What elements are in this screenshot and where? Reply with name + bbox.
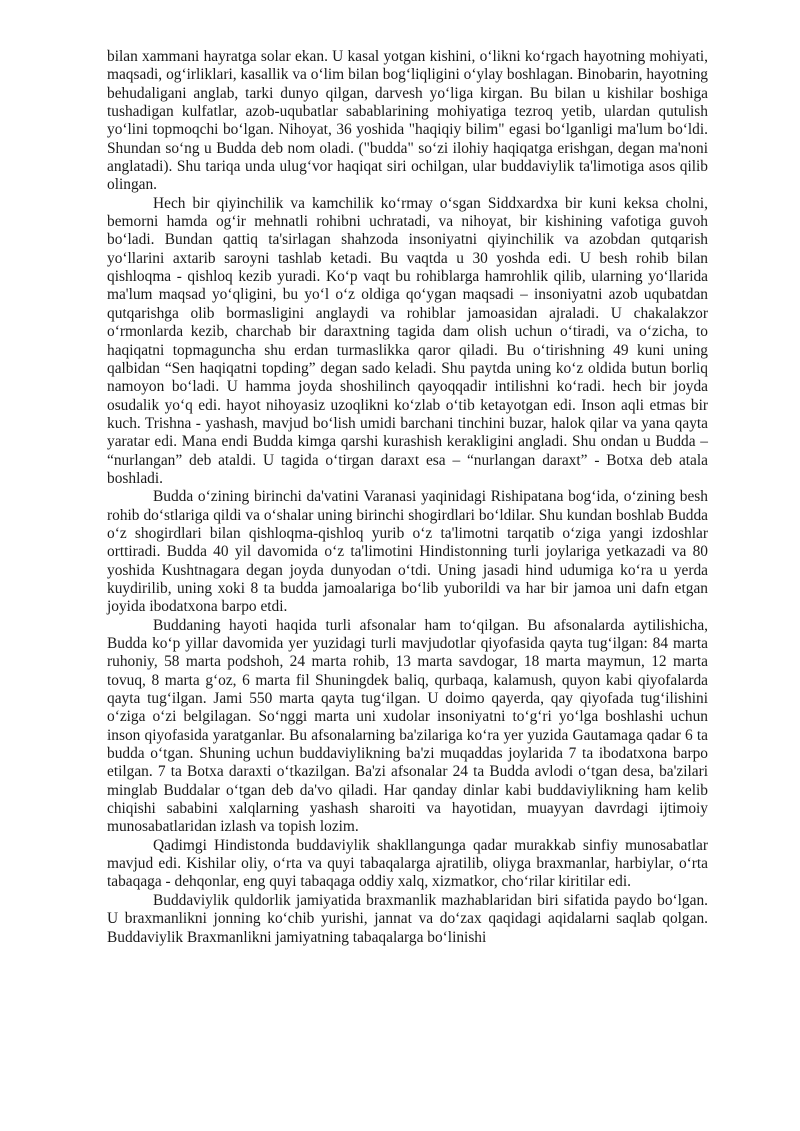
paragraph-5: Qadimgi Hindistonda buddaviylik shakllangunga qadar murakkab sinfiy munosabatlar mavjud edi. Kishilar oliy, o‘rta va quyi tabaqalarga ajratilib, oliyga braxmanlar, harbiylar, o‘rta tabaqaga - dehqonlar, eng quyi tabaqaga oddiy xalq, xizmatkor, cho‘rilar kiritilar edi. xyxy=(107,836,708,891)
paragraph-2: Hech bir qiyinchilik va kamchilik ko‘rmay o‘sgan Siddxardxa bir kuni keksa cholni, bemorni hamda og‘ir mehnatli rohibni uchratadi, va nihoyat, bir kishining vafotiga guvoh bo‘ladi. Bundan qattiq ta'sirlagan shahzoda insoniyatni qiyinchilik va azobdan qutqarish yo‘llarini axtarib saroyni tashlab ketadi. Bu vaqtda u 30 yoshda edi. U besh rohib bilan qishloqma - qishloq kezib yuradi. Ko‘p vaqt bu rohiblarga hamrohlik qilib, ularning yo‘llarida ma'lum maqsad yo‘qligini, bu yo‘l o‘z oldiga qo‘ygan maqsadi – insoniyatni azob uqubatdan qutqarishga olib bormasligini anglaydi va rohiblar jamoasidan ajraladi. U chakalakzor o‘rmonlarda kezib, charchab bir daraxtning tagida dam olish uchun o‘tiradi, va o‘zicha, to haqiqatni topmaguncha shu erdan turmaslikka qaror qiladi. Bu o‘tirishning 49 kuni uning qalbidan “Sen haqiqatni topding” degan sado keladi. Shu paytda uning ko‘z oldida butun borliq namoyon bo‘ladi. U hamma joyda shoshilinch qayoqqadir intilishni ko‘radi. hech bir joyda osudalik yo‘q edi. hayot nihoyasiz uzoqlikni ko‘zlab o‘tib ketayotgan edi. Inson aqli etmas bir kuch. Trishna - yashash, mavjud bo‘lish umidi barchani tinchini buzar, halok qilar va yana qayta yaratar edi. Mana endi Budda kimga qarshi kurashish kerakligini angladi. Shu ondan u Budda – “nurlangan” deb ataldi. U tagida o‘tirgan daraxt esa – “nurlangan daraxt” - Botxa deb atala boshladi. xyxy=(107,194,708,487)
paragraph-6: Buddaviylik quldorlik jamiyatida braxmanlik mazhablaridan biri sifatida paydo bo‘lgan. U braxmanlikni jonning ko‘chib yurishi, jannat va do‘zax qaqidagi aqidalarni saqlab qolgan. Buddaviylik Braxmanlikni jamiyatning tabaqalarga bo‘linishi xyxy=(107,891,708,946)
paragraph-1: bilan xammani hayratga solar ekan. U kasal yotgan kishini, o‘likni ko‘rgach hayotning mohiyati, maqsadi, og‘irliklari, kasallik va o‘lim bilan bog‘liqligini o‘ylay boshlagan. Binobarin, hayotning behudaligani anglab, tarki dunyo qilgan, darvesh yo‘liga kirgan. Bu bilan u kishilar boshiga tushadigan kulfatlar, azob-uqubatlar sabablarining mohiyatiga tezroq yetib, ulardan qutulish yo‘lini topmoqchi bo‘lgan. Nihoyat, 36 yoshida "haqiqiy bilim" egasi bo‘lganligi ma'lum bo‘ldi. Shundan so‘ng u Budda deb nom oladi. ("budda" so‘zi ilohiy haqiqatga erishgan, degan ma'noni anglatadi). Shu tariqa unda ulug‘vor haqiqat siri ochilgan, ular buddaviylik ta'limotiga asos qilib olingan. xyxy=(107,48,708,194)
paragraph-3: Budda o‘zining birinchi da'vatini Varanasi yaqinidagi Rishipatana bog‘ida, o‘zining besh rohib do‘stlariga qildi va o‘shalar uning birinchi shogirdlari bo‘ldilar. Shu kundan boshlab Budda o‘z shogirdlari bilan qishloqma-qishloq yurib o‘z ta'limotni tarqatib o‘ziga yangi izdoshlar orttiradi. Budda 40 yil davomida o‘z ta'limotini Hindistonning turli joylariga yetkazadi va 80 yoshida Kushtnagara degan joyda dunyodan o‘tdi. Uning jasadi hind udumiga ko‘ra u yerda kuydirilib, uning xoki 8 ta budda jamoalariga bo‘lib yuborildi va har bir jamoa uni dafn etgan joyida ibodatxona barpo etdi. xyxy=(107,488,708,616)
paragraph-4: Buddaning hayoti haqida turli afsonalar ham to‘qilgan. Bu afsonalarda aytilishicha, Budda ko‘p yillar davomida yer yuzidagi turli mavjudotlar qiyofasida qayta tug‘ilgan: 84 marta ruhoniy, 58 marta podshoh, 24 marta rohib, 13 marta savdogar, 18 marta maymun, 12 marta tovuq, 8 marta g‘oz, 6 marta fil Shuningdek baliq, qurbaqa, kalamush, quyon kabi qiyofalarda qayta tug‘ilgan. Jami 550 marta qayta tug‘ilgan. U doimo qayerda, qay qiyofada tug‘ilishini o‘ziga o‘zi belgilagan. So‘nggi marta uni xudolar insoniyatni to‘g‘ri yo‘lga boshlashi uchun inson qiyofasida yaratganlar. Bu afsonalarning ba'zilariga ko‘ra yer yuzida Gautamaga qadar 6 ta budda o‘tgan. Shuning uchun buddaviylikning ba'zi muqaddas joylarida 7 ta ibodatxona barpo etilgan. 7 ta Botxa daraxti o‘tkazilgan. Ba'zi afsonalar 24 ta Budda avlodi o‘tgan desa, ba'zilari minglab Buddalar o‘tgan deb da'vo qiladi. Har qanday dinlar kabi buddaviylikning ham kelib chiqishi sababini xalqlarning yashash sharoiti va hayotidan, muayyan davrdagi ijtimoiy munosabatlaridan izlash va topish lozim. xyxy=(107,616,708,836)
